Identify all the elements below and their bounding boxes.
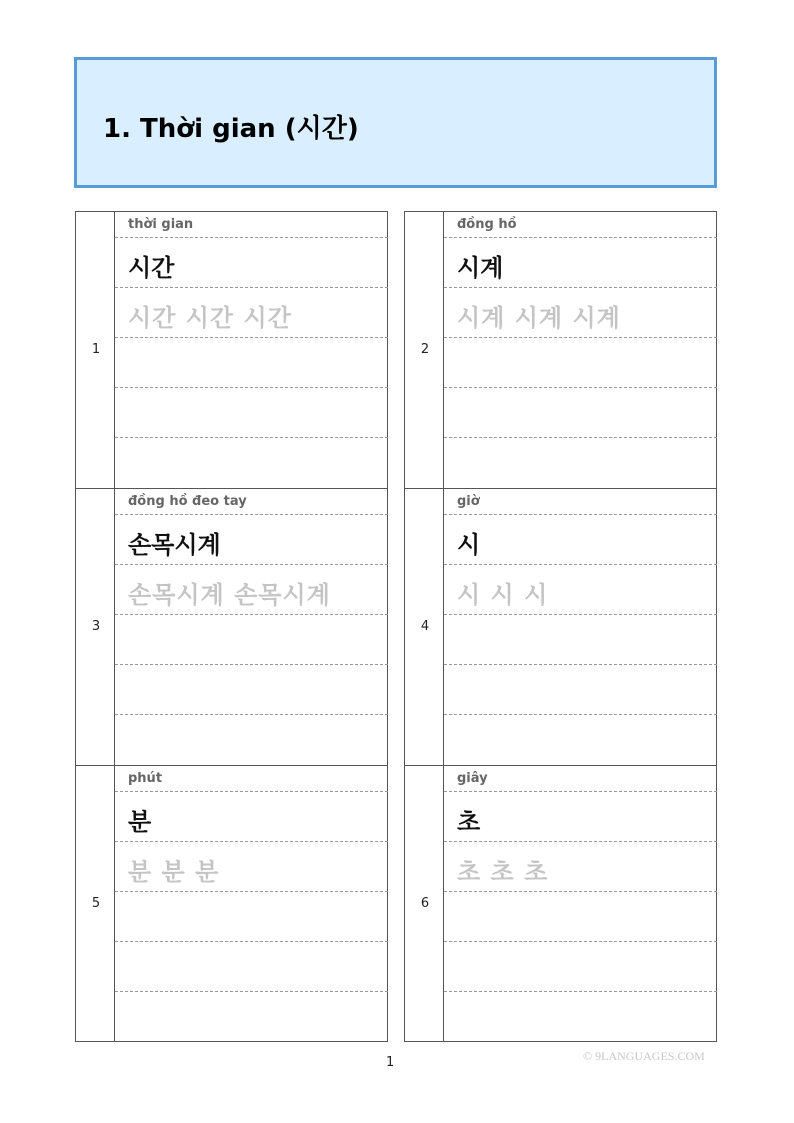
card-number: 1 <box>91 342 101 357</box>
card-content <box>444 211 717 488</box>
word-row <box>444 238 717 288</box>
trace-text: 손목시계 손목시계 <box>128 581 331 609</box>
practice-row <box>115 388 388 438</box>
trace-text: 분 분 분 <box>128 858 220 886</box>
card-number-column <box>75 765 115 1042</box>
card-number-column <box>75 488 115 765</box>
card-number-column <box>404 211 444 488</box>
vocab-card-2 <box>404 211 717 488</box>
practice-row <box>444 715 717 766</box>
trace-row <box>115 288 388 338</box>
word-row <box>115 515 388 565</box>
pronunciation-text: giây <box>457 771 488 786</box>
word-text: 시 <box>457 531 481 559</box>
vocab-card-1 <box>75 211 388 488</box>
pronunciation-row <box>115 212 388 238</box>
word-row <box>444 792 717 842</box>
trace-row <box>115 842 388 892</box>
word-text: 초 <box>457 808 481 836</box>
card-number: 4 <box>420 619 430 634</box>
card-content <box>115 211 388 488</box>
card-content <box>115 765 388 1042</box>
trace-text: 시 시 시 <box>457 581 549 609</box>
card-number: 5 <box>91 896 101 911</box>
practice-row <box>115 438 388 489</box>
vocab-card-4 <box>404 488 717 765</box>
watermark: © 9LANGUAGES.COM <box>583 1049 705 1063</box>
card-number-column <box>404 488 444 765</box>
card-number-column <box>75 211 115 488</box>
trace-text: 시간 시간 시간 <box>128 304 292 332</box>
card-number: 3 <box>91 619 101 634</box>
word-text: 시간 <box>128 254 175 282</box>
pronunciation-row <box>115 766 388 792</box>
card-content <box>115 488 388 765</box>
practice-row <box>115 892 388 942</box>
trace-row <box>444 842 717 892</box>
card-number-column <box>404 765 444 1042</box>
grid-bottom-border-left <box>75 1041 388 1042</box>
word-row <box>115 792 388 842</box>
pronunciation-row <box>444 212 717 238</box>
vocab-card-6 <box>404 765 717 1042</box>
vocab-card-3 <box>75 488 388 765</box>
trace-row <box>115 565 388 615</box>
page-number: 1 <box>386 1055 395 1070</box>
practice-row <box>115 665 388 715</box>
practice-row <box>115 615 388 665</box>
card-content <box>444 765 717 1042</box>
practice-row <box>444 438 717 489</box>
practice-row <box>444 992 717 1043</box>
practice-row <box>444 665 717 715</box>
card-number: 2 <box>420 342 430 357</box>
pronunciation-text: đồng hồ đeo tay <box>128 494 247 509</box>
pronunciation-row <box>444 489 717 515</box>
practice-row <box>115 992 388 1043</box>
grid-bottom-border-right <box>404 1041 717 1042</box>
word-text: 분 <box>128 808 152 836</box>
practice-row <box>444 615 717 665</box>
card-content <box>444 488 717 765</box>
practice-row <box>444 338 717 388</box>
title-box <box>74 57 717 188</box>
practice-row <box>115 338 388 388</box>
pronunciation-text: phút <box>128 771 163 786</box>
practice-row <box>115 942 388 992</box>
trace-row <box>444 565 717 615</box>
page-title: 1. Thời gian (시간) <box>103 114 359 144</box>
word-row <box>115 238 388 288</box>
vocab-card-5 <box>75 765 388 1042</box>
card-number: 6 <box>420 896 430 911</box>
word-text: 손목시계 <box>128 531 221 559</box>
pronunciation-text: đồng hồ <box>457 217 517 232</box>
pronunciation-text: giờ <box>457 494 480 509</box>
word-row <box>444 515 717 565</box>
word-text: 시계 <box>457 254 504 282</box>
practice-row <box>444 942 717 992</box>
practice-row <box>115 715 388 766</box>
practice-row <box>444 892 717 942</box>
pronunciation-row <box>115 489 388 515</box>
trace-row <box>444 288 717 338</box>
practice-row <box>444 388 717 438</box>
trace-text: 초 초 초 <box>457 858 549 886</box>
pronunciation-text: thời gian <box>128 217 194 232</box>
pronunciation-row <box>444 766 717 792</box>
trace-text: 시계 시계 시계 <box>457 304 621 332</box>
